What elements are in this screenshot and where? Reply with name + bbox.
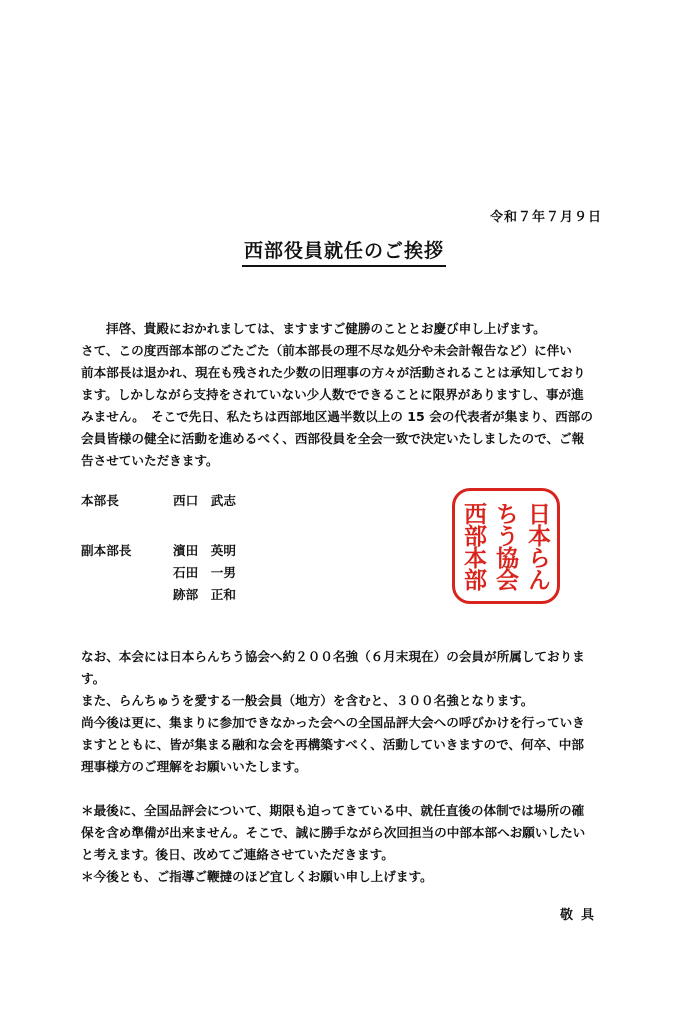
closing-line: ＊今後とも、ご指導ご鞭撻のほど宜しくお願い申し上げます。: [81, 869, 433, 884]
officer-name: 濱田 英明: [173, 543, 236, 558]
closing-salutation: 敬具: [559, 908, 602, 923]
notes-line: ますとともに、皆が集まる融和な会を再構築すべく、活動していきますので、何卒、中部: [81, 737, 584, 752]
greeting-line: 会員皆様の健全に活動を進めるべく、西部役員を全会一致で決定いたしましたので、ご報: [81, 431, 585, 446]
notes-line: す。: [81, 671, 106, 686]
organization-seal-stamp: [452, 488, 560, 604]
notes-line: 理事様方のご理解をお願いいたします。: [81, 759, 307, 774]
officer-name: 石田 一男: [173, 565, 236, 580]
notes-line: なお、本会には日本らんちう協会へ約２００名強（６月末現在）の会員が所属しておりま: [81, 649, 585, 664]
officer-name: 跡部 正和: [173, 587, 236, 602]
greeting-line: 拝啓、貴殿におかれましては、ますますご健勝のこととお慶び申し上げます。: [106, 321, 546, 336]
notes-paragraph: [81, 646, 611, 778]
letter-date: 令和７年７月９日: [489, 210, 602, 225]
closing-line: 保を含め準備が出来ません。そこで、誠に勝手ながら次回担当の中部本部へお願いしたい: [81, 825, 586, 840]
officer-role: 副本部長: [81, 543, 132, 558]
greeting-line: 前本部長は退かれ、現在も残された少数の旧理事の方々が活動されることは承知しており: [81, 365, 586, 380]
seal-column: 西部本部: [460, 502, 487, 590]
greeting-line: みません。 そこで先日、私たちは西部地区過半数以上の 15 会の代表者が集まり、西部の: [81, 409, 593, 424]
seal-column: 日本らん: [524, 502, 551, 590]
notes-line: 尚今後は更に、集まりに参加できなかった会への全国品評大会への呼びかけを行っていき: [81, 715, 585, 730]
greeting-line: ます。しかしながら支持をされていない少人数でできることに限界がありますし、事が進: [81, 387, 584, 402]
officer-name: 西口 武志: [173, 493, 236, 508]
greeting-line: さて、この度西部本部のごたごた（前本部長の理不尽な処分や未会計報告など）に伴い: [81, 343, 572, 358]
notes-line: また、らんちゅうを愛する一般会員（地方）を含むと、３００名強となります。: [81, 693, 534, 708]
closing-paragraph: [81, 800, 611, 888]
seal-column: ちう協会: [492, 502, 519, 590]
greeting-paragraph: [81, 318, 611, 472]
officer-role: 本部長: [81, 493, 119, 508]
closing-line: ＊最後に、全国品評会について、期限も迫ってきている中、就任直後の体制では場所の確: [81, 803, 585, 818]
greeting-line: 告させていただきます。: [81, 453, 219, 468]
letter-title: 西部役員就任のご挨拶: [242, 236, 446, 267]
letter-title-wrapper: [0, 236, 688, 267]
closing-line: と考えます。後日、改めてご連絡させていただきます。: [81, 847, 394, 862]
